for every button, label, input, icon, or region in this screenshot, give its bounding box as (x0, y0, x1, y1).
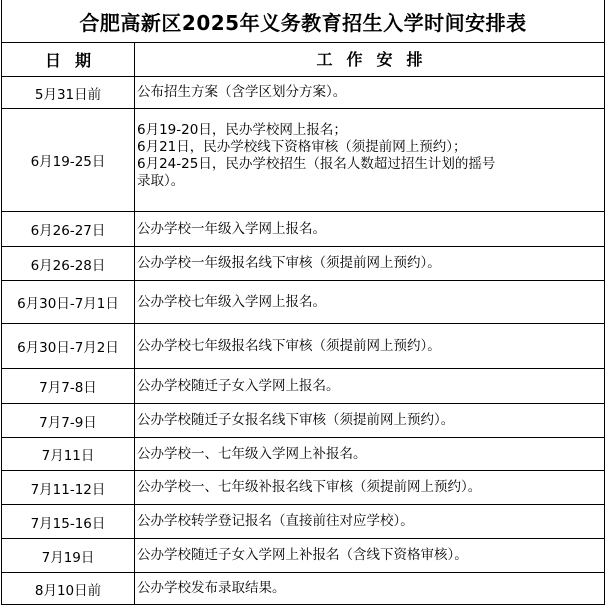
table-header-row (2, 43, 604, 77)
row-task: 公办学校一年级报名线下审核（须提前网上预约）。 (137, 255, 441, 271)
table-row (2, 247, 604, 281)
row-date: 6月19-25日 (2, 109, 135, 211)
task-line: 录取）。 (137, 173, 185, 189)
row-date: 7月7-9日 (2, 404, 135, 437)
row-task: 公办学校七年级入学网上报名。 (137, 293, 326, 310)
row-date: 7月19日 (2, 539, 135, 572)
row-task: 公办学校转学登记报名（直接前往对应学校）。 (137, 513, 414, 529)
row-task: 公办学校随迁子女入学网上报名。 (137, 377, 340, 394)
task-line: 6月21日，民办学校线下资格审核（须提前网上预约）； (137, 139, 467, 155)
row-task: 公布招生方案（含学区划分方案）。 (137, 84, 347, 100)
row-date: 6月26-27日 (2, 212, 135, 246)
table-row (2, 438, 604, 471)
row-task: 公办学校一、七年级入学网上补报名。 (137, 445, 367, 462)
row-task: 公办学校随迁子女入学网上补报名（含线下资格审核）。 (137, 547, 468, 563)
header-date: 日期 (2, 43, 135, 76)
table-row (2, 471, 604, 505)
row-date: 7月11日 (2, 438, 135, 470)
table-row (2, 539, 604, 573)
table-row (2, 369, 604, 404)
row-task: 公办学校一年级入学网上报名。 (137, 220, 326, 237)
table-row (2, 324, 604, 369)
row-date: 6月30日-7月2日 (2, 324, 135, 368)
task-line: 6月24-25日，民办学校招生（报名人数超过招生计划的摇号 (137, 156, 496, 172)
row-date: 6月30日-7月1日 (2, 281, 135, 323)
row-task: 公办学校一、七年级补报名线下审核（须提前网上预约）。 (137, 479, 482, 495)
schedule-table (1, 0, 605, 605)
table-row (2, 109, 604, 212)
row-date: 5月31日前 (2, 77, 135, 108)
table-row (2, 281, 604, 324)
table-row (2, 404, 604, 438)
row-date: 7月15-16日 (2, 505, 135, 538)
row-date: 8月10日前 (2, 573, 135, 604)
table-title: 合肥高新区2025年义务教育招生入学时间安排表 (2, 0, 604, 43)
row-date: 6月26-28日 (2, 247, 135, 280)
row-task: 公办学校发布录取结果。 (137, 580, 286, 596)
task-line: 6月19-20日，民办学校网上报名； (137, 122, 347, 138)
row-task: 公办学校随迁子女报名线下审核（须提前网上预约）。 (137, 412, 455, 428)
row-task: 公办学校七年级报名线下审核（须提前网上预约）。 (137, 337, 441, 354)
row-date: 7月7-8日 (2, 369, 135, 403)
table-row (2, 77, 604, 109)
row-task (135, 109, 604, 211)
table-row (2, 573, 604, 604)
header-task: 工作安排 (316, 50, 437, 69)
table-row (2, 505, 604, 539)
table-row (2, 212, 604, 247)
row-date: 7月11-12日 (2, 471, 135, 504)
